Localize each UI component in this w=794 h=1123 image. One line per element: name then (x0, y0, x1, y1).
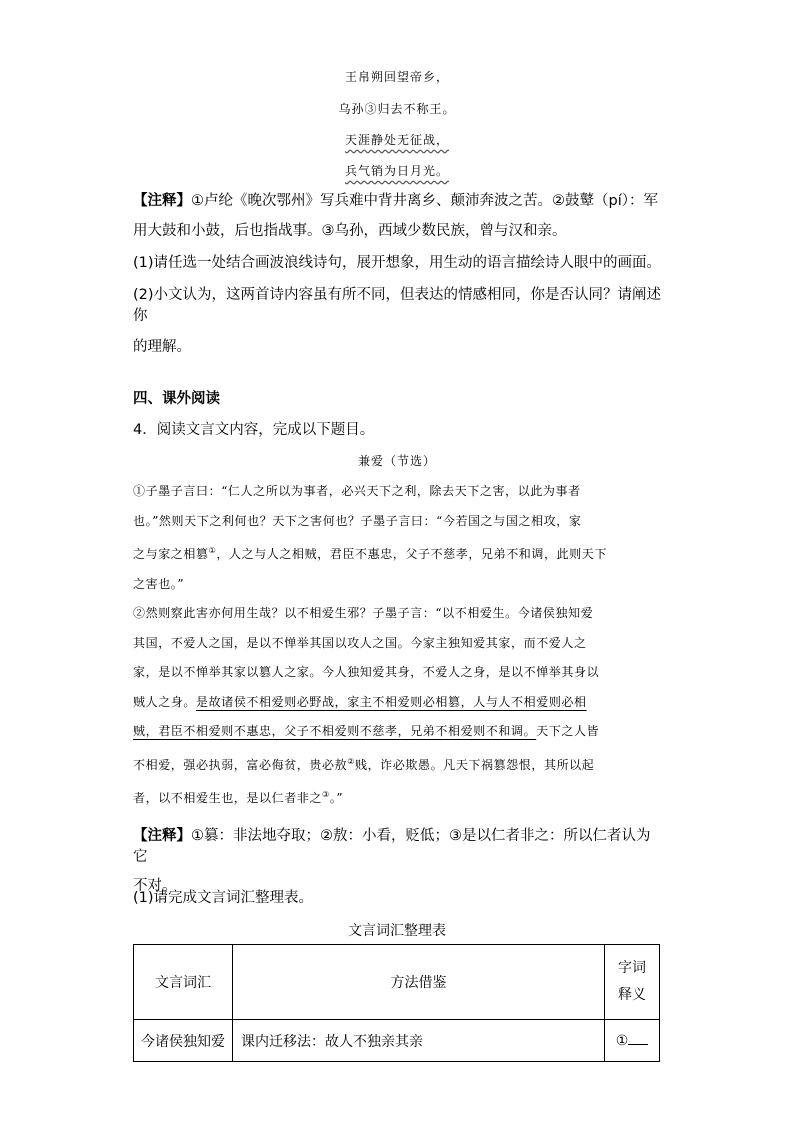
passage (133, 477, 663, 814)
passage-title: 兼爱（节选） (357, 454, 436, 468)
passage-text: 不相爱，强必执弱，富必侮贫，贵必敖 (133, 757, 348, 772)
footnote-marker: ① (208, 546, 217, 555)
notes-2-line-2: 不对。 (133, 878, 177, 894)
underlined-text: 贼，君臣不相爱则不惠忠，父子不相爱则不慈孝，兄弟不相爱则不和调。 (133, 724, 537, 738)
passage-line (133, 536, 663, 570)
header-cell-line: 释义 (618, 987, 646, 1003)
question-2-line-2: 的理解。 (133, 339, 191, 355)
passage-line (133, 747, 663, 781)
poem-line-2: 乌孙③归去不称王。 (338, 102, 456, 116)
table-cell: 今诸侯独知爱 (134, 1020, 233, 1062)
header-cell-line: 字词 (618, 960, 646, 976)
header-cell: 方法借鉴 (233, 945, 605, 1020)
question-2 (133, 285, 663, 358)
answer-cell[interactable] (605, 1020, 660, 1062)
poem-line-3: 天涯静处无征战， (344, 133, 449, 147)
passage-line: ①子墨子言曰：“仁人之所以为事者，必兴天下之利，除去天下之害，以此为事者 (133, 484, 581, 498)
passage-line: 其国，不爱人之国，是以不惮举其国以攻人之国。今家主独知爱其家，而不爱人之 (133, 635, 587, 650)
poem-line-4: 兵气销为日月光。 (344, 164, 449, 178)
header-cell (605, 945, 660, 1020)
passage-line (133, 780, 663, 814)
passage-line: 也。”然则天下之利何也？天下之害何也？子墨子言曰：“今若国之与国之相攻，家 (133, 513, 582, 528)
footnote-marker: ③ (322, 790, 330, 799)
passage-text: 天下之人皆 (536, 724, 600, 738)
question-2-line-1: (2)小文认为，这两首诗内容虽有所不同，但表达的情感相同，你是否认同？请阐述你 (133, 287, 662, 324)
table-row (134, 1020, 660, 1062)
passage-line: ②然则察此害亦何用生哉？以不相爱生邪？子墨子言：“以不相爱生。今诸侯独知爱 (133, 606, 594, 620)
poem-line-4-wrap (0, 162, 794, 179)
passage-text: 。” (329, 791, 344, 805)
table-title: 文言词汇整理表 (348, 923, 446, 939)
passage-line: 家，是以不惮举其家以篡人之家。今人独知爱其身，不爱人之身，是以不惮举其身以 (133, 665, 600, 679)
notes-2-label: 【注释】 (133, 828, 191, 844)
notes-2-line-1: ①篡：非法地夺取；②敖：小看，贬低；③是以仁者非之：所以仁者认为它 (133, 828, 651, 865)
passage-line: 之害也。” (133, 576, 185, 591)
vocab-table (133, 944, 660, 1062)
question-4: 4．阅读文言文内容，完成以下题目。 (133, 422, 375, 438)
sub-question-1: (1)请完成文言词汇整理表。 (133, 890, 314, 906)
notes-2 (133, 826, 663, 897)
passage-text: 者，以不相爱生也，是以仁者非之 (133, 791, 323, 805)
answer-blank[interactable] (628, 1032, 648, 1045)
notes-1-label: 【注释】 (133, 193, 191, 209)
passage-text: 贼人之身。 (133, 694, 197, 709)
poem-line-3-wrap (0, 131, 794, 148)
underlined-text: 是故诸侯不相爱则必野战，家主不相爱则必相篡，人与人不相爱则必相 (196, 694, 587, 709)
passage-line (133, 717, 663, 747)
section-heading: 四、课外阅读 (133, 391, 220, 407)
notes-1-line-2: 用大鼓和小鼓，后也指战事。③乌孙，西域少数民族，曾与汉和亲。 (133, 223, 567, 239)
passage-line (133, 688, 663, 718)
answer-number: ① (615, 1033, 629, 1049)
notes-1-line-1: ①卢纶《晚次鄂州》写兵难中背井离乡、颠沛奔波之苦。②鼓鼙（pí）：军 (191, 193, 658, 209)
passage-text: 贱，诈必欺愚。凡天下祸篡怨恨，其所以起 (354, 757, 595, 772)
notes-1 (133, 191, 663, 242)
header-cell: 文言词汇 (134, 945, 233, 1020)
passage-text: ，人之与人之相贼，君臣不惠忠，父子不慈孝，兄弟不和调，此则天下 (216, 547, 607, 561)
poem-line-1: 王帛朔回望帝乡， (344, 70, 449, 84)
table-cell: 课内迁移法：故人不独亲其亲 (233, 1020, 605, 1062)
question-1: (1)请任选一处结合画波浪线诗句，展开想象，用生动的语言描绘诗人眼中的画面。 (133, 255, 662, 271)
footnote-marker: ② (347, 756, 355, 766)
table-header-row (134, 945, 660, 1020)
passage-text: 之与家之相篡 (133, 547, 209, 561)
